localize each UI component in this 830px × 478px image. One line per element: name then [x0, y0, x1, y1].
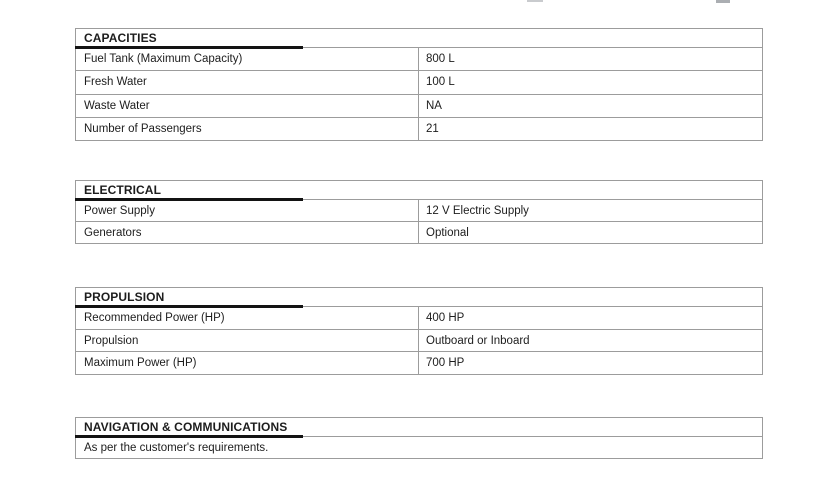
- spec-table-title: PROPULSION: [84, 290, 165, 304]
- spec-table-header: [76, 181, 762, 200]
- spec-label: Fuel Tank (Maximum Capacity): [84, 53, 243, 66]
- spec-row: [76, 48, 762, 70]
- spec-table-title: NAVIGATION & COMMUNICATIONS: [84, 420, 288, 434]
- spec-label: Maximum Power (HP): [84, 357, 197, 370]
- spec-value: 700 HP: [418, 352, 762, 374]
- cropped-content-fragment: [527, 0, 543, 2]
- spec-table-capacities: [75, 28, 763, 141]
- spec-label: Propulsion: [84, 334, 139, 347]
- header-underline-bar: [75, 46, 303, 49]
- spec-table-navigation-communications: [75, 417, 763, 459]
- spec-table-body: [76, 437, 762, 458]
- spec-label: As per the customer's requirements.: [84, 441, 269, 454]
- spec-value: 800 L: [418, 48, 762, 70]
- spec-table-header: [76, 288, 762, 307]
- spec-row: [76, 437, 762, 458]
- spec-value: NA: [418, 95, 762, 117]
- header-underline-bar: [75, 305, 303, 308]
- spec-label: Number of Passengers: [84, 122, 202, 135]
- cropped-content-fragment: [716, 0, 730, 3]
- spec-table-header: [76, 29, 762, 48]
- spec-label: Recommended Power (HP): [84, 311, 225, 324]
- spec-row: [76, 351, 762, 374]
- spec-label: Power Supply: [84, 204, 155, 217]
- spec-row: [76, 307, 762, 329]
- spec-table-electrical: [75, 180, 763, 244]
- spec-table-title: CAPACITIES: [84, 31, 157, 45]
- spec-value: 400 HP: [418, 307, 762, 329]
- spec-row: [76, 70, 762, 93]
- spec-table-body: [76, 48, 762, 140]
- spec-row: [76, 221, 762, 243]
- spec-row: [76, 94, 762, 117]
- spec-table-body: [76, 307, 762, 374]
- spec-label: Waste Water: [84, 99, 150, 112]
- spec-table-body: [76, 200, 762, 243]
- spec-value: Outboard or Inboard: [418, 330, 762, 352]
- spec-value: 12 V Electric Supply: [418, 200, 762, 221]
- header-underline-bar: [75, 198, 303, 201]
- spec-value: 100 L: [418, 71, 762, 93]
- spec-value: Optional: [418, 222, 762, 243]
- spec-label: Fresh Water: [84, 76, 147, 89]
- spec-value: 21: [418, 118, 762, 140]
- spec-table-title: ELECTRICAL: [84, 183, 161, 197]
- spec-row: [76, 329, 762, 352]
- spec-table-propulsion: [75, 287, 763, 375]
- header-underline-bar: [75, 435, 303, 438]
- spec-row: [76, 117, 762, 140]
- spec-table-header: [76, 418, 762, 437]
- spec-row: [76, 200, 762, 221]
- spec-label: Generators: [84, 226, 142, 239]
